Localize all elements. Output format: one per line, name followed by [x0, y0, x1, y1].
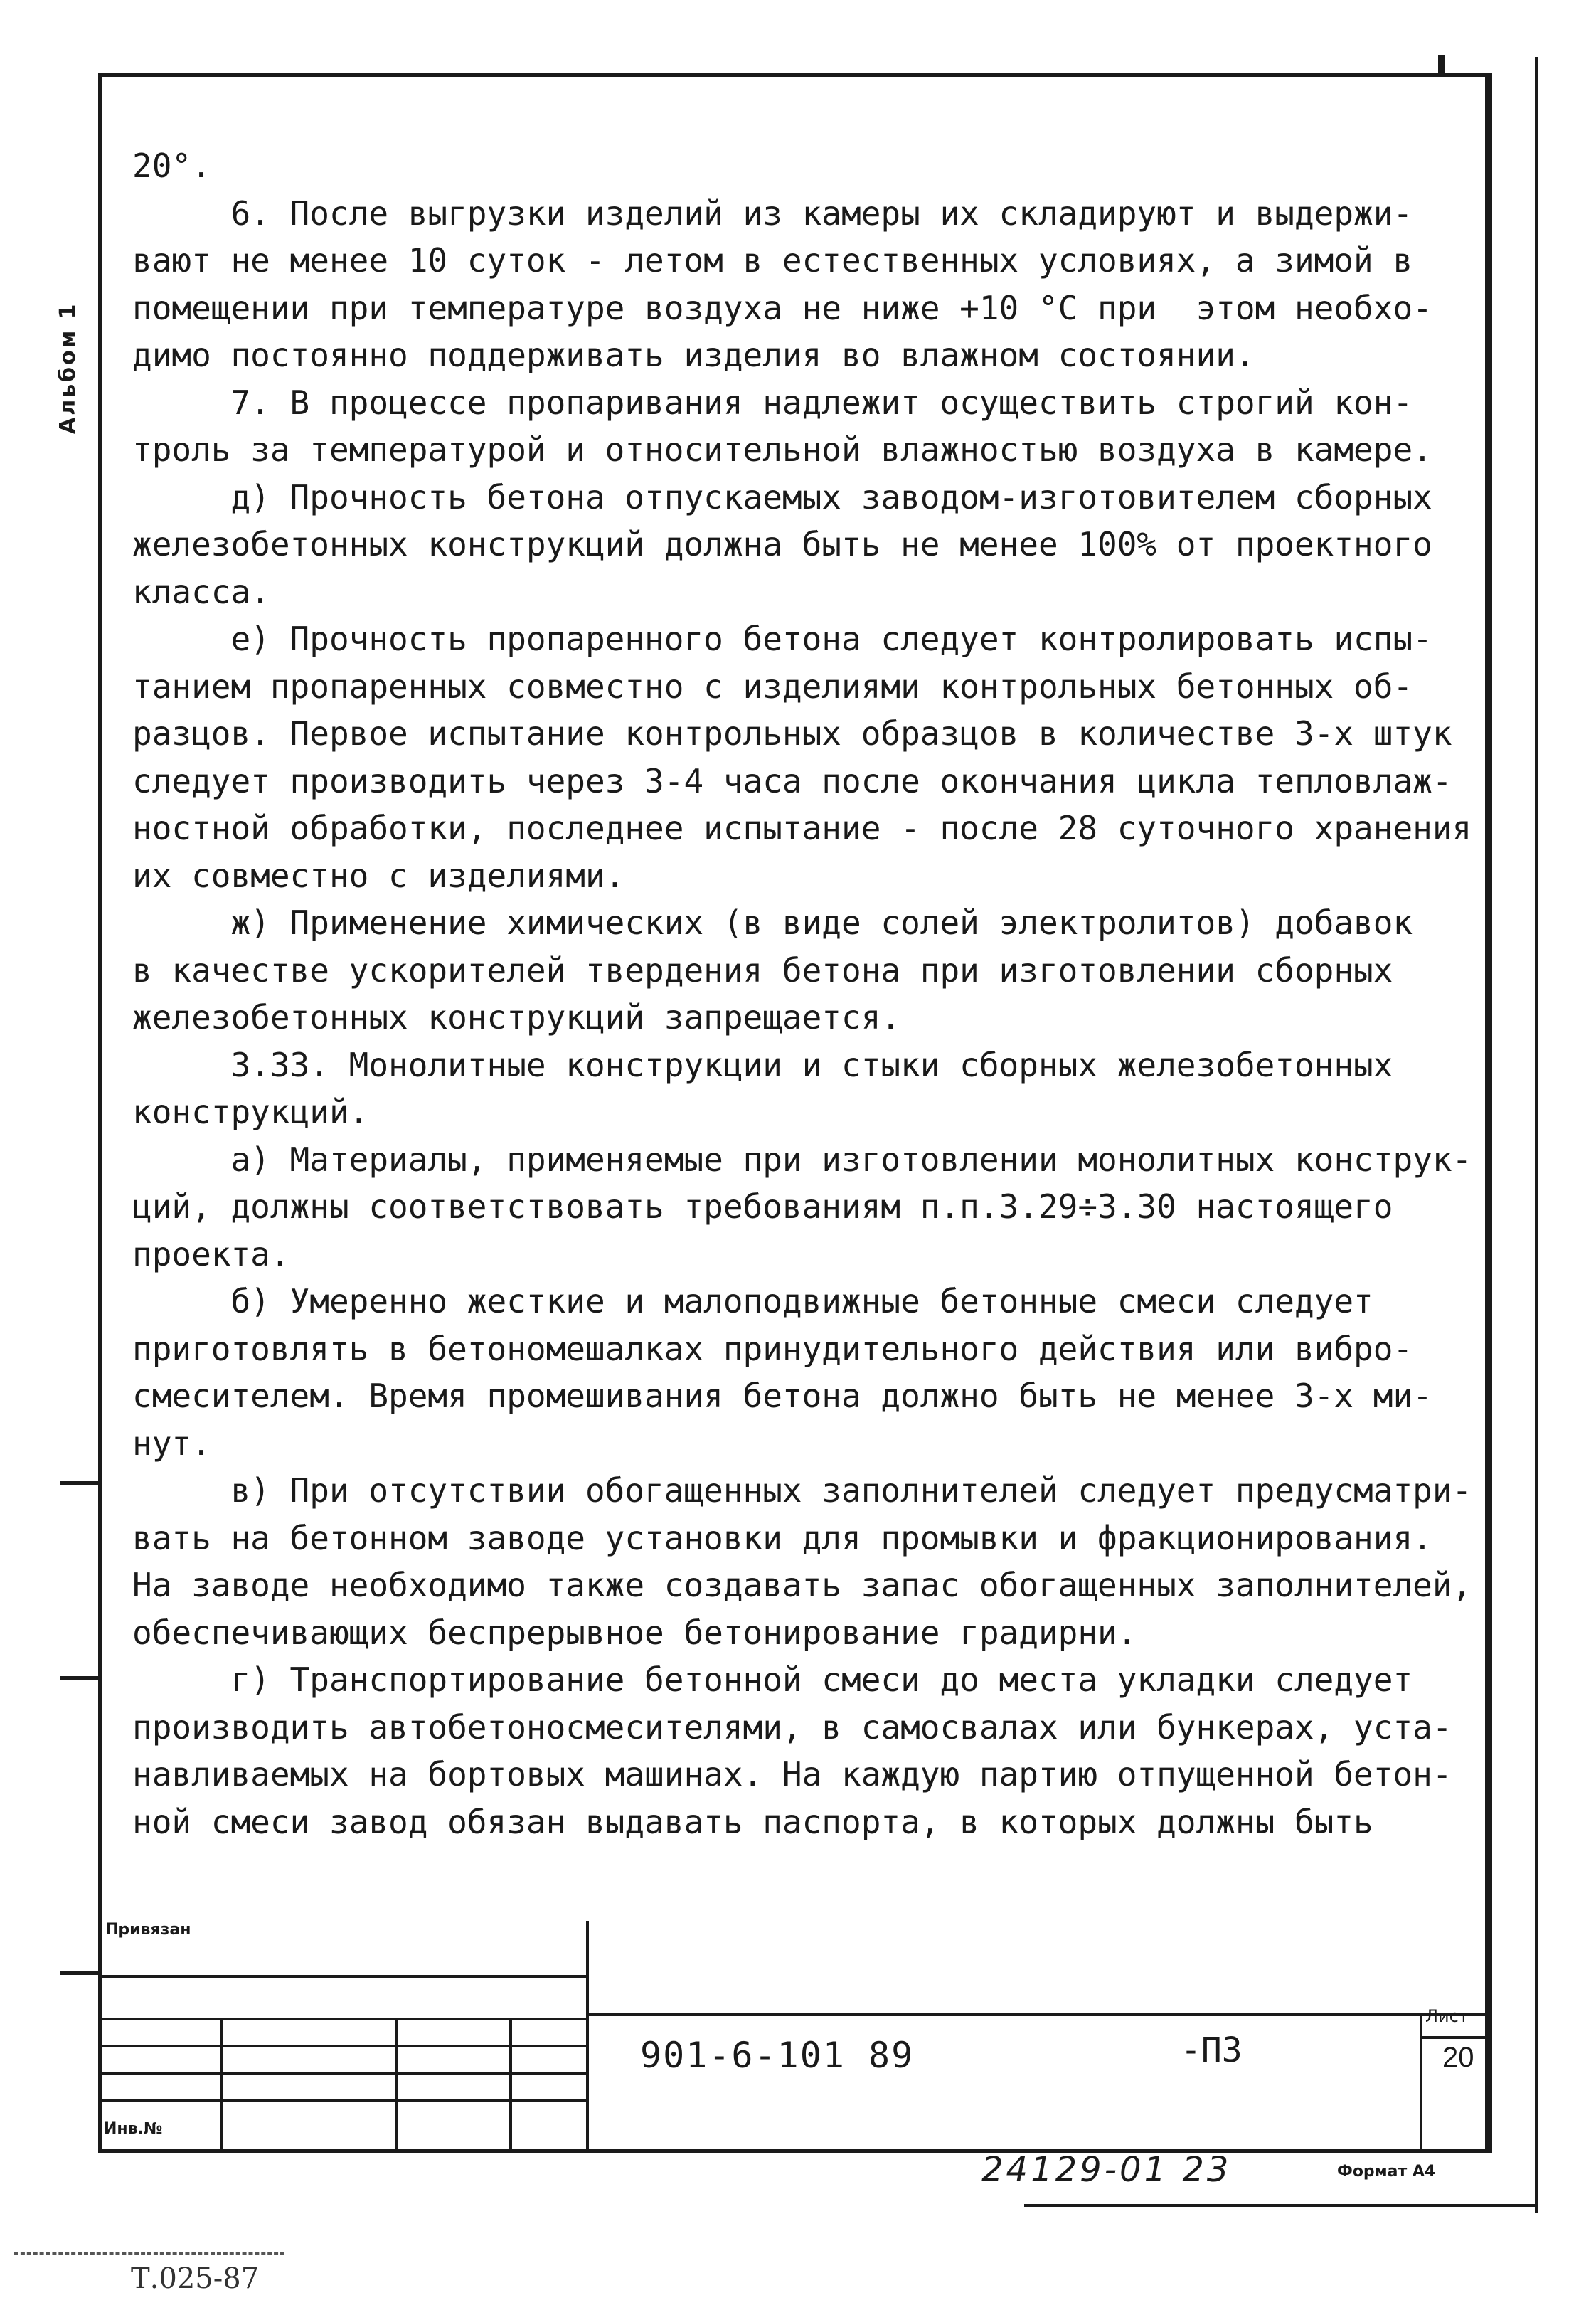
- sheet-number: 20: [1442, 2042, 1474, 2073]
- stamp-col: [395, 2018, 398, 2153]
- text-line: 3.33. Монолитные конструкции и стыки сборных железобетонных: [132, 1045, 1393, 1084]
- document-suffix: -ПЗ: [1181, 2030, 1243, 2070]
- text-line: ной смеси завод обязан выдавать паспорта, в которых должны быть: [132, 1802, 1373, 1841]
- inventory-label: Инв.№: [104, 2120, 163, 2138]
- text-line: 20°.: [132, 147, 211, 185]
- text-line: разцов. Первое испытание контрольных образцов в количестве 3-х штук: [132, 714, 1452, 753]
- text-line: навливаемых на бортовых машинах. На каждую партию отпущенной бетон-: [132, 1755, 1452, 1794]
- text-line: а) Материалы, применяемые при изготовлении монолитных конструк-: [132, 1140, 1472, 1179]
- text-line: нут.: [132, 1424, 211, 1463]
- stamp-rule: [98, 2072, 589, 2075]
- text-line: д) Прочность бетона отпускаемых заводом-изготовителем сборных: [132, 477, 1432, 516]
- frame-double-line: [1485, 73, 1488, 2153]
- stamp-rule: [589, 2013, 1488, 2016]
- text-line: приготовлять в бетономешалках принудительного действия или вибро-: [132, 1329, 1413, 1368]
- text-line: проекта.: [132, 1234, 290, 1273]
- document-body: [132, 142, 1484, 1845]
- text-line: их совместно с изделиями.: [132, 856, 625, 895]
- text-line: димо постоянно поддерживать изделия во влажном состоянии.: [132, 336, 1255, 374]
- stamp-col: [1420, 2013, 1422, 2153]
- text-line: ностной обработки, последнее испытание - после 28 суточного хранения: [132, 809, 1472, 847]
- text-line: вают не менее 10 суток - летом в естественных условиях, а зимой в: [132, 241, 1413, 280]
- stamp-col: [509, 2018, 512, 2153]
- text-line: в качестве ускорителей твердения бетона при изготовлении сборных: [132, 950, 1393, 990]
- outer-right-line: [1535, 57, 1538, 2213]
- stamp-col: [586, 1921, 589, 2153]
- top-mark: [1438, 55, 1445, 73]
- text-line: танием пропаренных совместно с изделиями контрольных бетонных об-: [132, 667, 1413, 706]
- archive-number: 24129-01 23: [981, 2150, 1232, 2190]
- bound-label: Привязан: [105, 1921, 191, 1939]
- text-line: смесителем. Время промешивания бетона должно быть не менее 3-х ми-: [132, 1377, 1432, 1415]
- stamp-rule: [98, 2099, 589, 2102]
- text-line: 6. После выгрузки изделий из камеры их складируют и выдержи-: [132, 194, 1413, 233]
- text-line: ций, должны соответствовать требованиям п.п.3.29÷3.30 настоящего: [132, 1187, 1393, 1226]
- text-line: производить автобетоносмесителями, в самосвалах или бункерах, уста-: [132, 1707, 1452, 1747]
- text-line: На заводе необходимо также создавать запас обогащенных заполнителей,: [132, 1566, 1472, 1604]
- format-label: Формат А4: [1337, 2163, 1436, 2181]
- text-line: вать на бетонном заводе установки для промывки и фракционирования.: [132, 1518, 1432, 1557]
- margin-tick: [60, 1481, 100, 1485]
- document-code: 901-6-101 89: [640, 2035, 915, 2076]
- margin-tick: [60, 1971, 100, 1975]
- text-line: троль за температурой и относительной влажностью воздуха в камере.: [132, 430, 1432, 469]
- text-line: в) При отсутствии обогащенных заполнителей следует предусматри-: [132, 1471, 1472, 1510]
- stamp-rule: [98, 2018, 589, 2020]
- text-line: 7. В процессе пропаривания надлежит осуществить строгий кон-: [132, 383, 1413, 422]
- text-line: б) Умеренно жесткие и малоподвижные бетонные смеси следует: [132, 1282, 1373, 1320]
- text-line: железобетонных конструкций запрещается.: [132, 998, 901, 1037]
- sheet-label: Лист: [1425, 2006, 1469, 2026]
- outer-bottom-line: [1024, 2204, 1536, 2207]
- text-line: обеспечивающих беспрерывное бетонирование градирни.: [132, 1613, 1137, 1652]
- text-line: железобетонных конструкций должна быть не менее 100% от проектного: [132, 525, 1432, 563]
- stamp-col: [220, 2018, 223, 2153]
- stamp-rule: [1420, 2036, 1488, 2039]
- text-line: г) Транспортирование бетонной смеси до места укладки следует: [132, 1660, 1413, 1699]
- text-line: е) Прочность пропаренного бетона следует контролировать испы-: [132, 620, 1432, 658]
- stamp-rule: [98, 2045, 589, 2047]
- album-label: Альбом 1: [55, 302, 80, 434]
- text-line: конструкций.: [132, 1093, 369, 1131]
- footer-code: Т.025-87: [131, 2262, 260, 2295]
- text-line: следует производить через 3-4 часа после окончания цикла тепловлаж-: [132, 761, 1452, 800]
- text-line: помещении при температуре воздуха не ниже +10 °С при этом необхо-: [132, 288, 1432, 327]
- text-line: ж) Применение химических (в виде солей электролитов) добавок: [132, 904, 1413, 942]
- margin-tick: [60, 1676, 100, 1680]
- footer-rule: [14, 2252, 284, 2255]
- text-line: класса.: [132, 572, 270, 611]
